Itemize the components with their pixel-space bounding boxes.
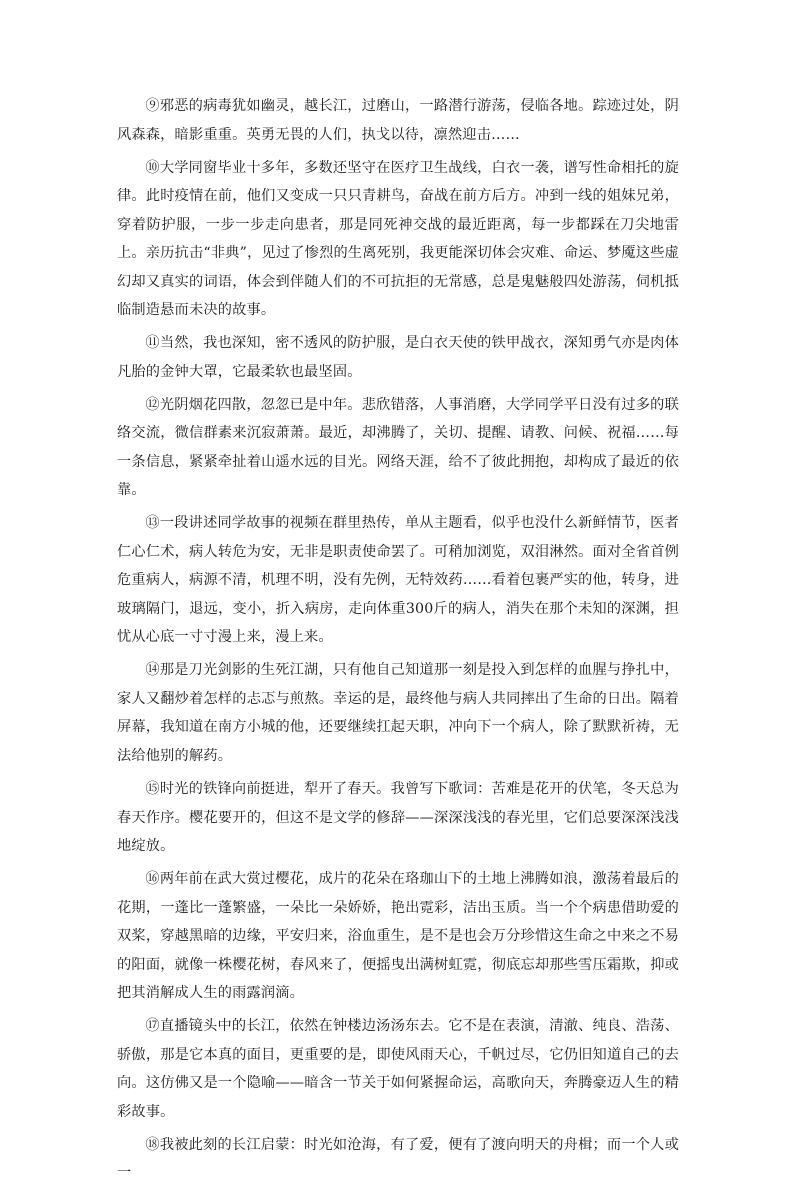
paragraph-13: ⑬一段讲述同学故事的视频在群里热传，单从主题看，似乎也没什么新鲜情节，医者仁心仁术，病人转危为安，无非是职责使命罢了。可稍加浏览，双泪淋然。面对全省首例危重病人，病源不清，机理不明，没有先例，无特效药……看着包裹严实的他，转身，进玻璃隔门，退远，变小，折入病房，走向体重300斤的病人，消失在那个未知的深渊，担忧从心底一寸寸漫上来，漫上来。	[117, 515, 679, 646]
paragraph-17: ⑰直播镜头中的长江，依然在钟楼边汤汤东去。它不是在表演，清澈、纯良、浩荡、骄傲，那是它本真的面目，更重要的是，即使风雨天心，千帆过尽，它仍旧知道自己的去向。这仿佛又是一个隐喻——暗含一节关于如何紧握命运，高歌向天，奔腾豪迈人生的精彩故事。	[117, 1018, 679, 1120]
paragraph-10: ⑩大学同窗毕业十多年，多数还坚守在医疗卫生战线，白衣一袭，谱写性命相托的旋律。此时疫情在前，他们又变成一只只青耕鸟，奋战在前方后方。冲到一线的姐妹兄弟，穿着防护服，一步一步走向患者，那是同死神交战的最近距离，每一步都踩在刀尖地雷上。亲历抗击“非典”，见过了惨烈的生离死别，我更能深切体会灾难、命运、梦魇这些虚幻却又真实的词语，体会到伴随人们的不可抗拒的无常感，总是鬼魅般四处游荡，伺机抵临制造悬而未决的故事。	[117, 159, 679, 319]
paragraph-16: ⑯两年前在武大赏过樱花，成片的花朵在珞珈山下的土地上沸腾如浪，激荡着最后的花期，一蓬比一蓬繁盛，一朵比一朵娇娇，艳出霓彩，洁出玉质。当一个个病患借助爱的双桨，穿越黑暗的边缘，平安归来，浴血重生，是不是也会万分珍惜这生命之中来之不易的阳面，就像一株樱花树，春风来了，便摇曳出满树虹霓，彻底忘却那些雪压霜欺，抑或把其消解成人生的雨露润滴。	[117, 871, 679, 1002]
paragraph-15: ⑮时光的铁锋向前挺进，犁开了春天。我曾写下歌词：苦难是花开的伏笔，冬天总为春天作序。樱花要开的，但这不是文学的修辞——深深浅浅的春光里，它们总要深深浅浅地绽放。	[117, 781, 679, 855]
paragraph-18: ⑱我被此刻的长江启蒙：时光如沧海，有了爱，便有了渡向明天的舟楫；而一个人或一	[117, 1136, 679, 1182]
essay-body	[117, 92, 679, 1192]
paragraph-12: ⑫光阴烟花四散，忽忽已是中年。悲欣错落，人事消磨，大学同学平日没有过多的联络交流，微信群素来沉寂萧萧。最近，却沸腾了，关切、提醒、请教、问候、祝福……每一条信息，紧紧牵扯着山遥水远的目光。网络天涯，给不了彼此拥抱，却构成了最近的依靠。	[117, 396, 679, 499]
paragraph-9: ⑨邪恶的病毒犹如幽灵，越长江，过磨山，一路潜行游荡，侵临各地。踪迹过处，阴风森森，暗影重重。英勇无畏的人们，执戈以待，凛然迎击……	[117, 98, 679, 143]
paragraph-11: ⑪当然，我也深知，密不透风的防护服，是白衣天使的铁甲战衣，深知勇气亦是肉体凡胎的金钟大罩，它最柔软也最坚固。	[117, 335, 679, 380]
paragraph-14: ⑭那是刀光剑影的生死江湖，只有他自己知道那一刻是投入到怎样的血腥与挣扎中，家人又翻炒着怎样的忐忑与煎熬。幸运的是，最终他与病人共同摔出了生命的日出。隔着屏幕，我知道在南方小城的他，还要继续扛起天职，冲向下一个病人，除了默默祈祷，无法给他别的解药。	[117, 662, 679, 764]
